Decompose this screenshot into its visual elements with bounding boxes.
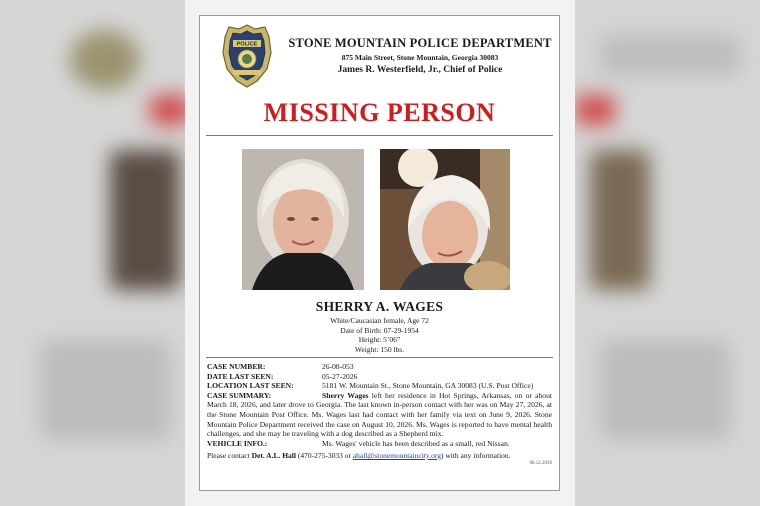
photo-portrait-2 [380,149,510,290]
summary-text: left her residence in Hot Springs, Arkansas, on or about March 18, 2026, and later drove to Georgia. The last known in-person contact with her was on May 27, 2026, at the Stone Mountain Post Office. Ms. Wages last had contact with her family via text on June 9, 2026. Stone Mountain Police Department received the case on August 10, 2026. Ms. Wages is reported to have mental health challenges, and she may be traveling with a dog described as a Shepherd mix. [207,390,552,439]
fact-row [207,372,552,382]
case-facts [207,362,552,448]
department-header [284,36,556,75]
chief-of-police: James R. Westerfield, Jr., Chief of Police [337,65,503,75]
blurred-lines-right [600,35,740,75]
person-height: Height: 5’06” [358,335,401,345]
fact-label-date-last-seen: DATE LAST SEEN: [207,371,274,381]
divider-bottom [206,357,553,358]
blurred-photo-right [590,150,650,290]
fact-row [207,439,552,449]
person-name: SHERRY A. WAGES [315,299,444,314]
department-address: 875 Main Street, Stone Mountain, Georgia 30083 [341,53,499,62]
photo-portrait-1 [242,149,364,290]
person-dob: Date of Birth: 07-29-1954 [340,325,419,335]
contact-suffix: ) with any information. [440,451,511,460]
department-name: STONE MOUNTAIN POLICE DEPARTMENT [288,36,552,50]
flyer-title: MISSING PERSON [263,98,496,127]
fact-row [207,362,552,372]
person-weight: Weight: 150 lbs. [354,344,405,354]
svg-text:POLICE: POLICE [236,41,258,48]
fact-value-date-last-seen: 05-27-2026 [322,371,358,381]
divider-top [206,135,553,136]
contact-line [207,451,552,460]
vehicle-value: Ms. Wages' vehicle has been described as a small, red Nissan. [322,438,510,448]
blurred-text-right [600,340,730,440]
contact-phone: (470-275-3033 or [295,451,353,460]
contact-email-link[interactable]: ahall@stonemountaincity.org [352,451,441,460]
fact-label-case-number: CASE NUMBER: [207,362,266,371]
person-details [200,316,559,354]
summary-label: CASE SUMMARY: [207,390,272,400]
date-stamp: 08.12.2026 [529,461,552,466]
case-summary [207,391,552,439]
blurred-title-right [575,95,615,125]
fact-label-location: LOCATION LAST SEEN: [207,381,294,391]
contact-prefix: Please contact [207,451,252,460]
person-description: White/Caucasian female, Age 72 [330,316,429,325]
blurred-photo-left [110,150,180,290]
blurred-text-left [40,340,170,440]
vehicle-label: VEHICLE INFO.: [207,438,268,448]
fact-value-case-number: 26-08-053 [322,362,354,371]
contact-officer: Det. A.L. Hall [251,451,296,460]
police-badge-icon [221,23,273,89]
summary-name: Sherry Wages [322,390,369,400]
fact-row [207,381,552,391]
missing-person-flyer [199,15,560,491]
blurred-badge [70,30,140,90]
fact-value-location: 5181 W. Mountain St., Stone Mountain, GA 30083 (U.S. Post Office) [322,381,534,391]
blurred-title-left [150,95,190,125]
